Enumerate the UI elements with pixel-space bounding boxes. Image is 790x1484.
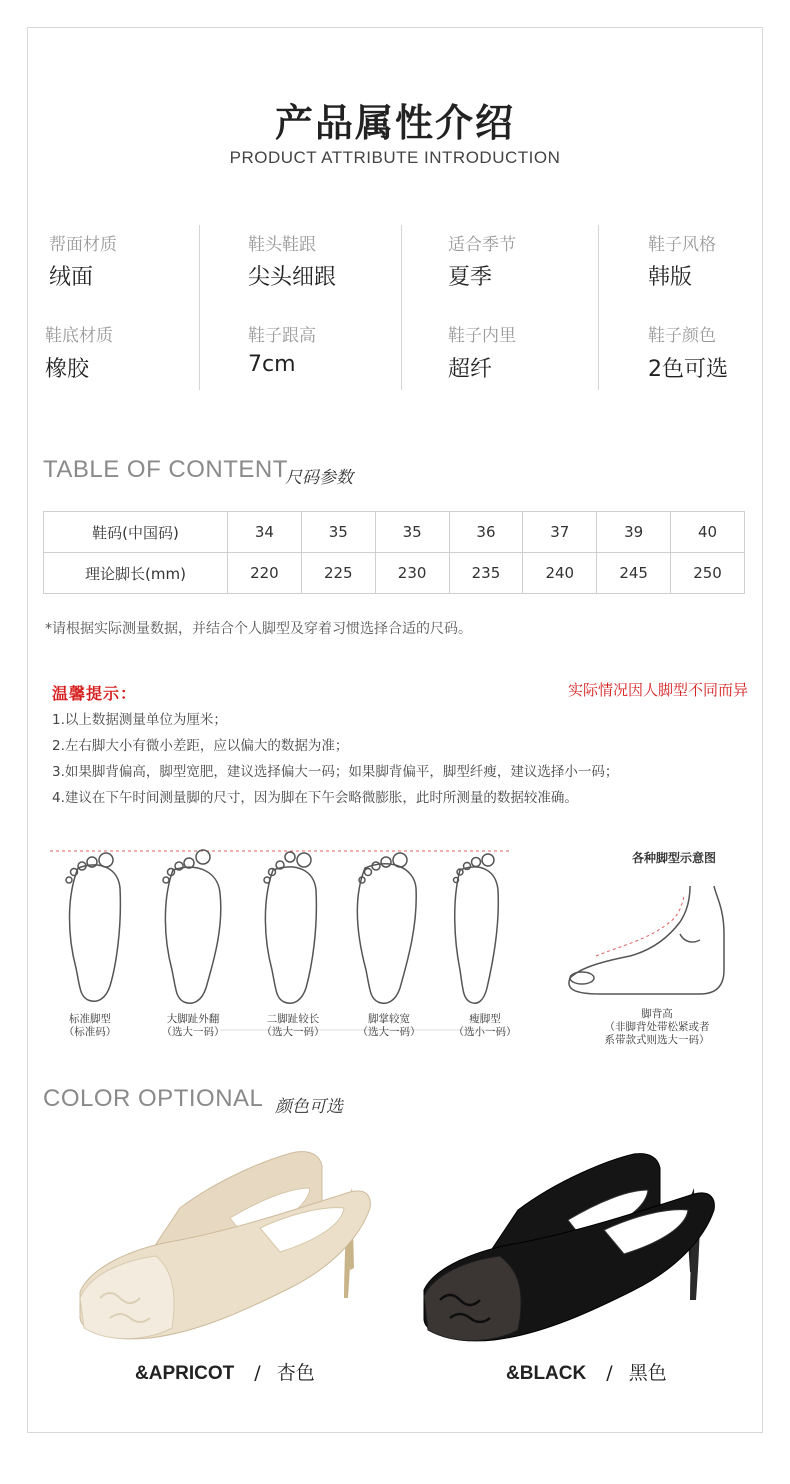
table-cell: 220: [228, 553, 302, 594]
color-name: 杏色: [276, 1362, 315, 1384]
foot-type-advice: （选大一码）: [161, 1026, 225, 1038]
page-title: 产品属性介绍: [274, 101, 515, 145]
tip-line: 3.如果脚背偏高，脚型宽肥，建议选择偏大一码；如果脚背偏平，脚型纤瘦，建议选择小一码；: [52, 764, 619, 780]
attr-label-style: 鞋子风格: [648, 235, 716, 255]
table-cell: 35: [301, 512, 375, 553]
color-section-subtitle: 颜色可选: [275, 1097, 343, 1117]
foot-type-advice: （标准码）: [63, 1026, 117, 1038]
attr-value-upper-material: 绒面: [49, 265, 94, 290]
tips-title: 温馨提示：: [52, 684, 138, 703]
table-row-header: 鞋码(中国码): [44, 512, 228, 553]
foot-side-view: [569, 886, 724, 994]
foot-caption-bunion: [150, 1013, 236, 1039]
table-row-header: 理论脚长(mm): [44, 553, 228, 594]
attr-value-season: 夏季: [448, 265, 493, 290]
table-row: [44, 512, 745, 553]
attr-value-toe-heel: 尖头细跟: [248, 265, 337, 290]
color-section-title: COLOR OPTIONAL: [43, 1085, 264, 1112]
tip-line: 2.左右脚大小有微小差距，应以偏大的数据为准；: [52, 738, 349, 754]
table-cell: 40: [671, 512, 745, 553]
foot-caption-wide: [346, 1013, 432, 1039]
foot-caption-high-instep: [582, 1008, 732, 1047]
divider: [598, 225, 599, 390]
foot-caption-slim: [442, 1013, 528, 1039]
foot-outline-long-second-toe: [264, 852, 316, 1003]
tip-line: 1.以上数据测量单位为厘米；: [52, 712, 227, 728]
color-name: 黑色: [628, 1362, 667, 1384]
table-cell: 235: [449, 553, 523, 594]
attr-label-upper-material: 帮面材质: [49, 235, 117, 255]
foot-caption-long-second-toe: [250, 1013, 336, 1039]
color-separator: /: [254, 1362, 261, 1384]
attr-label-season: 适合季节: [448, 235, 516, 255]
page-subtitle: PRODUCT ATTRIBUTE INTRODUCTION: [229, 148, 561, 167]
divider: [401, 225, 402, 390]
attr-label-color: 鞋子颜色: [648, 326, 716, 346]
foot-type-name: 大脚趾外翻: [166, 1013, 220, 1025]
foot-type-name: 瘦脚型: [469, 1013, 501, 1025]
foot-side-caption-line: 脚背高: [641, 1008, 673, 1020]
table-row: [44, 553, 745, 594]
foot-caption-standard: [52, 1013, 128, 1039]
color-label-black: [506, 1358, 667, 1385]
attr-label-toe-heel: 鞋头鞋跟: [248, 235, 316, 255]
attr-value-style: 韩版: [648, 265, 693, 290]
instep-guide-line: [596, 896, 684, 956]
attr-value-color: 2色可选: [648, 357, 728, 382]
size-table: [43, 511, 745, 594]
table-cell: 35: [375, 512, 449, 553]
size-section-subtitle: 尺码参数: [285, 468, 353, 488]
foot-types-side-title: 各种脚型示意图: [632, 851, 717, 865]
table-cell: 250: [671, 553, 745, 594]
color-code: &APRICOT: [135, 1363, 235, 1384]
attr-label-lining: 鞋子内里: [448, 326, 516, 346]
tips-right-note: 实际情况因人脚型不同而异: [567, 681, 748, 699]
divider: [199, 225, 200, 390]
foot-type-name: 标准脚型: [69, 1013, 111, 1025]
foot-outline-bunion: [163, 850, 221, 1003]
table-cell: 225: [301, 553, 375, 594]
shoe-image-black: [418, 1150, 748, 1350]
attr-value-heel-height: 7cm: [248, 352, 296, 377]
foot-type-advice: （选大一码）: [261, 1026, 325, 1038]
foot-outline-slim: [454, 854, 499, 1003]
attr-value-sole-material: 橡胶: [45, 357, 90, 382]
attr-value-lining: 超纤: [448, 357, 493, 382]
table-cell: 245: [597, 553, 671, 594]
table-cell: 230: [375, 553, 449, 594]
foot-side-caption-line: 系带款式则选大一码）: [604, 1034, 710, 1046]
table-cell: 39: [597, 512, 671, 553]
color-code: &BLACK: [506, 1363, 587, 1384]
table-cell: 36: [449, 512, 523, 553]
size-note: *请根据实际测量数据，并结合个人脚型及穿着习惯选择合适的尺码。: [45, 621, 472, 637]
size-section-title: TABLE OF CONTENT: [43, 456, 288, 483]
tip-line: 4.建议在下午时间测量脚的尺寸，因为脚在下午会略微膨胀，此时所测量的数据较准确。: [52, 790, 578, 806]
foot-side-caption-line: （非脚背处带松紧或者: [604, 1021, 710, 1033]
foot-type-advice: （选大一码）: [357, 1026, 421, 1038]
shoe-image-apricot: [60, 1148, 390, 1348]
table-cell: 37: [523, 512, 597, 553]
foot-type-name: 二脚趾较长: [266, 1013, 320, 1025]
foot-type-name: 脚掌较宽: [368, 1013, 410, 1025]
color-separator: /: [606, 1362, 613, 1384]
foot-outline-wide-forefoot: [357, 853, 416, 1003]
table-cell: 34: [228, 512, 302, 553]
color-label-apricot: [135, 1358, 315, 1385]
attr-label-sole-material: 鞋底材质: [45, 326, 113, 346]
table-cell: 240: [523, 553, 597, 594]
foot-outline-standard: [66, 853, 120, 1001]
attr-label-heel-height: 鞋子跟高: [248, 326, 316, 346]
foot-type-advice: （选小一码）: [453, 1026, 517, 1038]
